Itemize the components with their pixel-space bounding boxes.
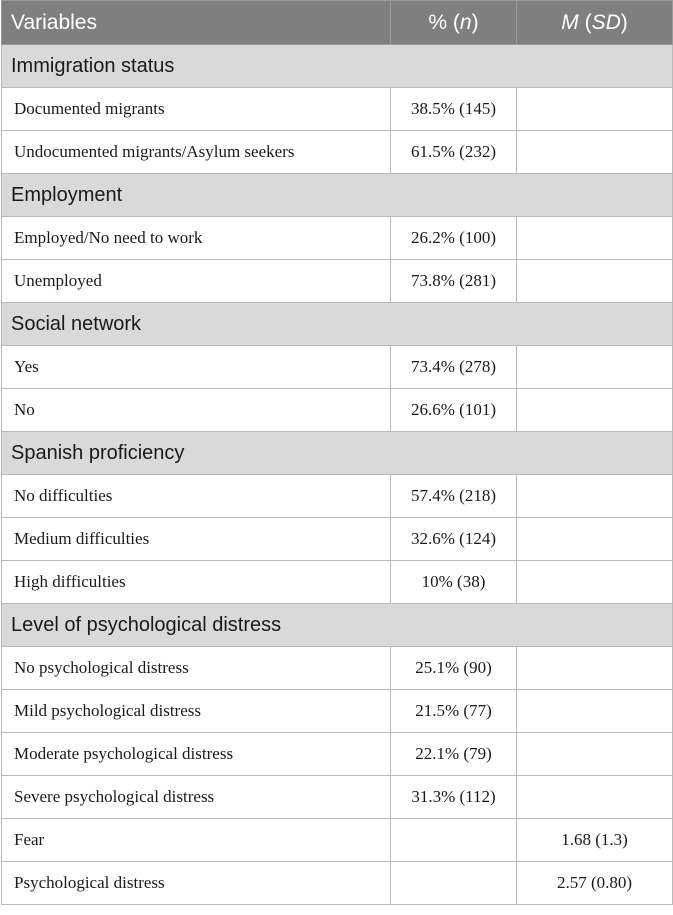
table-body	[2, 45, 673, 905]
section-title: Level of psychological distress	[2, 604, 673, 647]
table-row	[2, 819, 673, 862]
table-row	[2, 647, 673, 690]
table-row	[2, 733, 673, 776]
row-percent-n	[391, 819, 517, 862]
row-percent-n: 57.4% (218)	[391, 475, 517, 518]
header-variables: Variables	[2, 1, 391, 45]
row-label: Psychological distress	[2, 862, 391, 905]
table-row	[2, 260, 673, 303]
table-row	[2, 862, 673, 905]
row-mean-sd	[517, 217, 673, 260]
row-label: No psychological distress	[2, 647, 391, 690]
row-label: Mild psychological distress	[2, 690, 391, 733]
section-title: Immigration status	[2, 45, 673, 88]
table-row	[2, 690, 673, 733]
row-percent-n: 26.2% (100)	[391, 217, 517, 260]
row-percent-n: 73.8% (281)	[391, 260, 517, 303]
row-mean-sd	[517, 260, 673, 303]
variables-table	[1, 0, 673, 905]
row-mean-sd	[517, 131, 673, 174]
section-title: Spanish proficiency	[2, 432, 673, 475]
row-label: Severe psychological distress	[2, 776, 391, 819]
row-percent-n: 25.1% (90)	[391, 647, 517, 690]
row-mean-sd	[517, 561, 673, 604]
row-percent-n: 32.6% (124)	[391, 518, 517, 561]
section-title: Employment	[2, 174, 673, 217]
table-row	[2, 561, 673, 604]
row-percent-n: 21.5% (77)	[391, 690, 517, 733]
row-mean-sd	[517, 389, 673, 432]
table-row	[2, 475, 673, 518]
header-mean-sd: M (SD)	[517, 1, 673, 45]
row-mean-sd: 1.68 (1.3)	[517, 819, 673, 862]
row-mean-sd	[517, 518, 673, 561]
table-row	[2, 389, 673, 432]
table-row	[2, 217, 673, 260]
row-mean-sd	[517, 475, 673, 518]
table-header-row	[2, 1, 673, 45]
row-percent-n: 10% (38)	[391, 561, 517, 604]
table-row	[2, 776, 673, 819]
row-mean-sd	[517, 776, 673, 819]
row-label: Unemployed	[2, 260, 391, 303]
row-mean-sd	[517, 88, 673, 131]
row-label: Documented migrants	[2, 88, 391, 131]
table-row	[2, 518, 673, 561]
row-label: Moderate psychological distress	[2, 733, 391, 776]
row-label: Medium difficulties	[2, 518, 391, 561]
section-row	[2, 174, 673, 217]
row-label: High difficulties	[2, 561, 391, 604]
row-label: Undocumented migrants/Asylum seekers	[2, 131, 391, 174]
table-row	[2, 88, 673, 131]
row-percent-n	[391, 862, 517, 905]
row-percent-n: 31.3% (112)	[391, 776, 517, 819]
row-label: Fear	[2, 819, 391, 862]
section-title: Social network	[2, 303, 673, 346]
row-percent-n: 22.1% (79)	[391, 733, 517, 776]
row-label: No	[2, 389, 391, 432]
row-label: Yes	[2, 346, 391, 389]
row-mean-sd	[517, 647, 673, 690]
section-row	[2, 604, 673, 647]
section-row	[2, 45, 673, 88]
row-percent-n: 38.5% (145)	[391, 88, 517, 131]
table-row	[2, 346, 673, 389]
section-row	[2, 432, 673, 475]
row-percent-n: 73.4% (278)	[391, 346, 517, 389]
row-percent-n: 26.6% (101)	[391, 389, 517, 432]
header-percent-n: % (n)	[391, 1, 517, 45]
section-row	[2, 303, 673, 346]
row-mean-sd: 2.57 (0.80)	[517, 862, 673, 905]
row-label: Employed/No need to work	[2, 217, 391, 260]
row-mean-sd	[517, 690, 673, 733]
row-mean-sd	[517, 733, 673, 776]
table-row	[2, 131, 673, 174]
row-mean-sd	[517, 346, 673, 389]
row-percent-n: 61.5% (232)	[391, 131, 517, 174]
row-label: No difficulties	[2, 475, 391, 518]
